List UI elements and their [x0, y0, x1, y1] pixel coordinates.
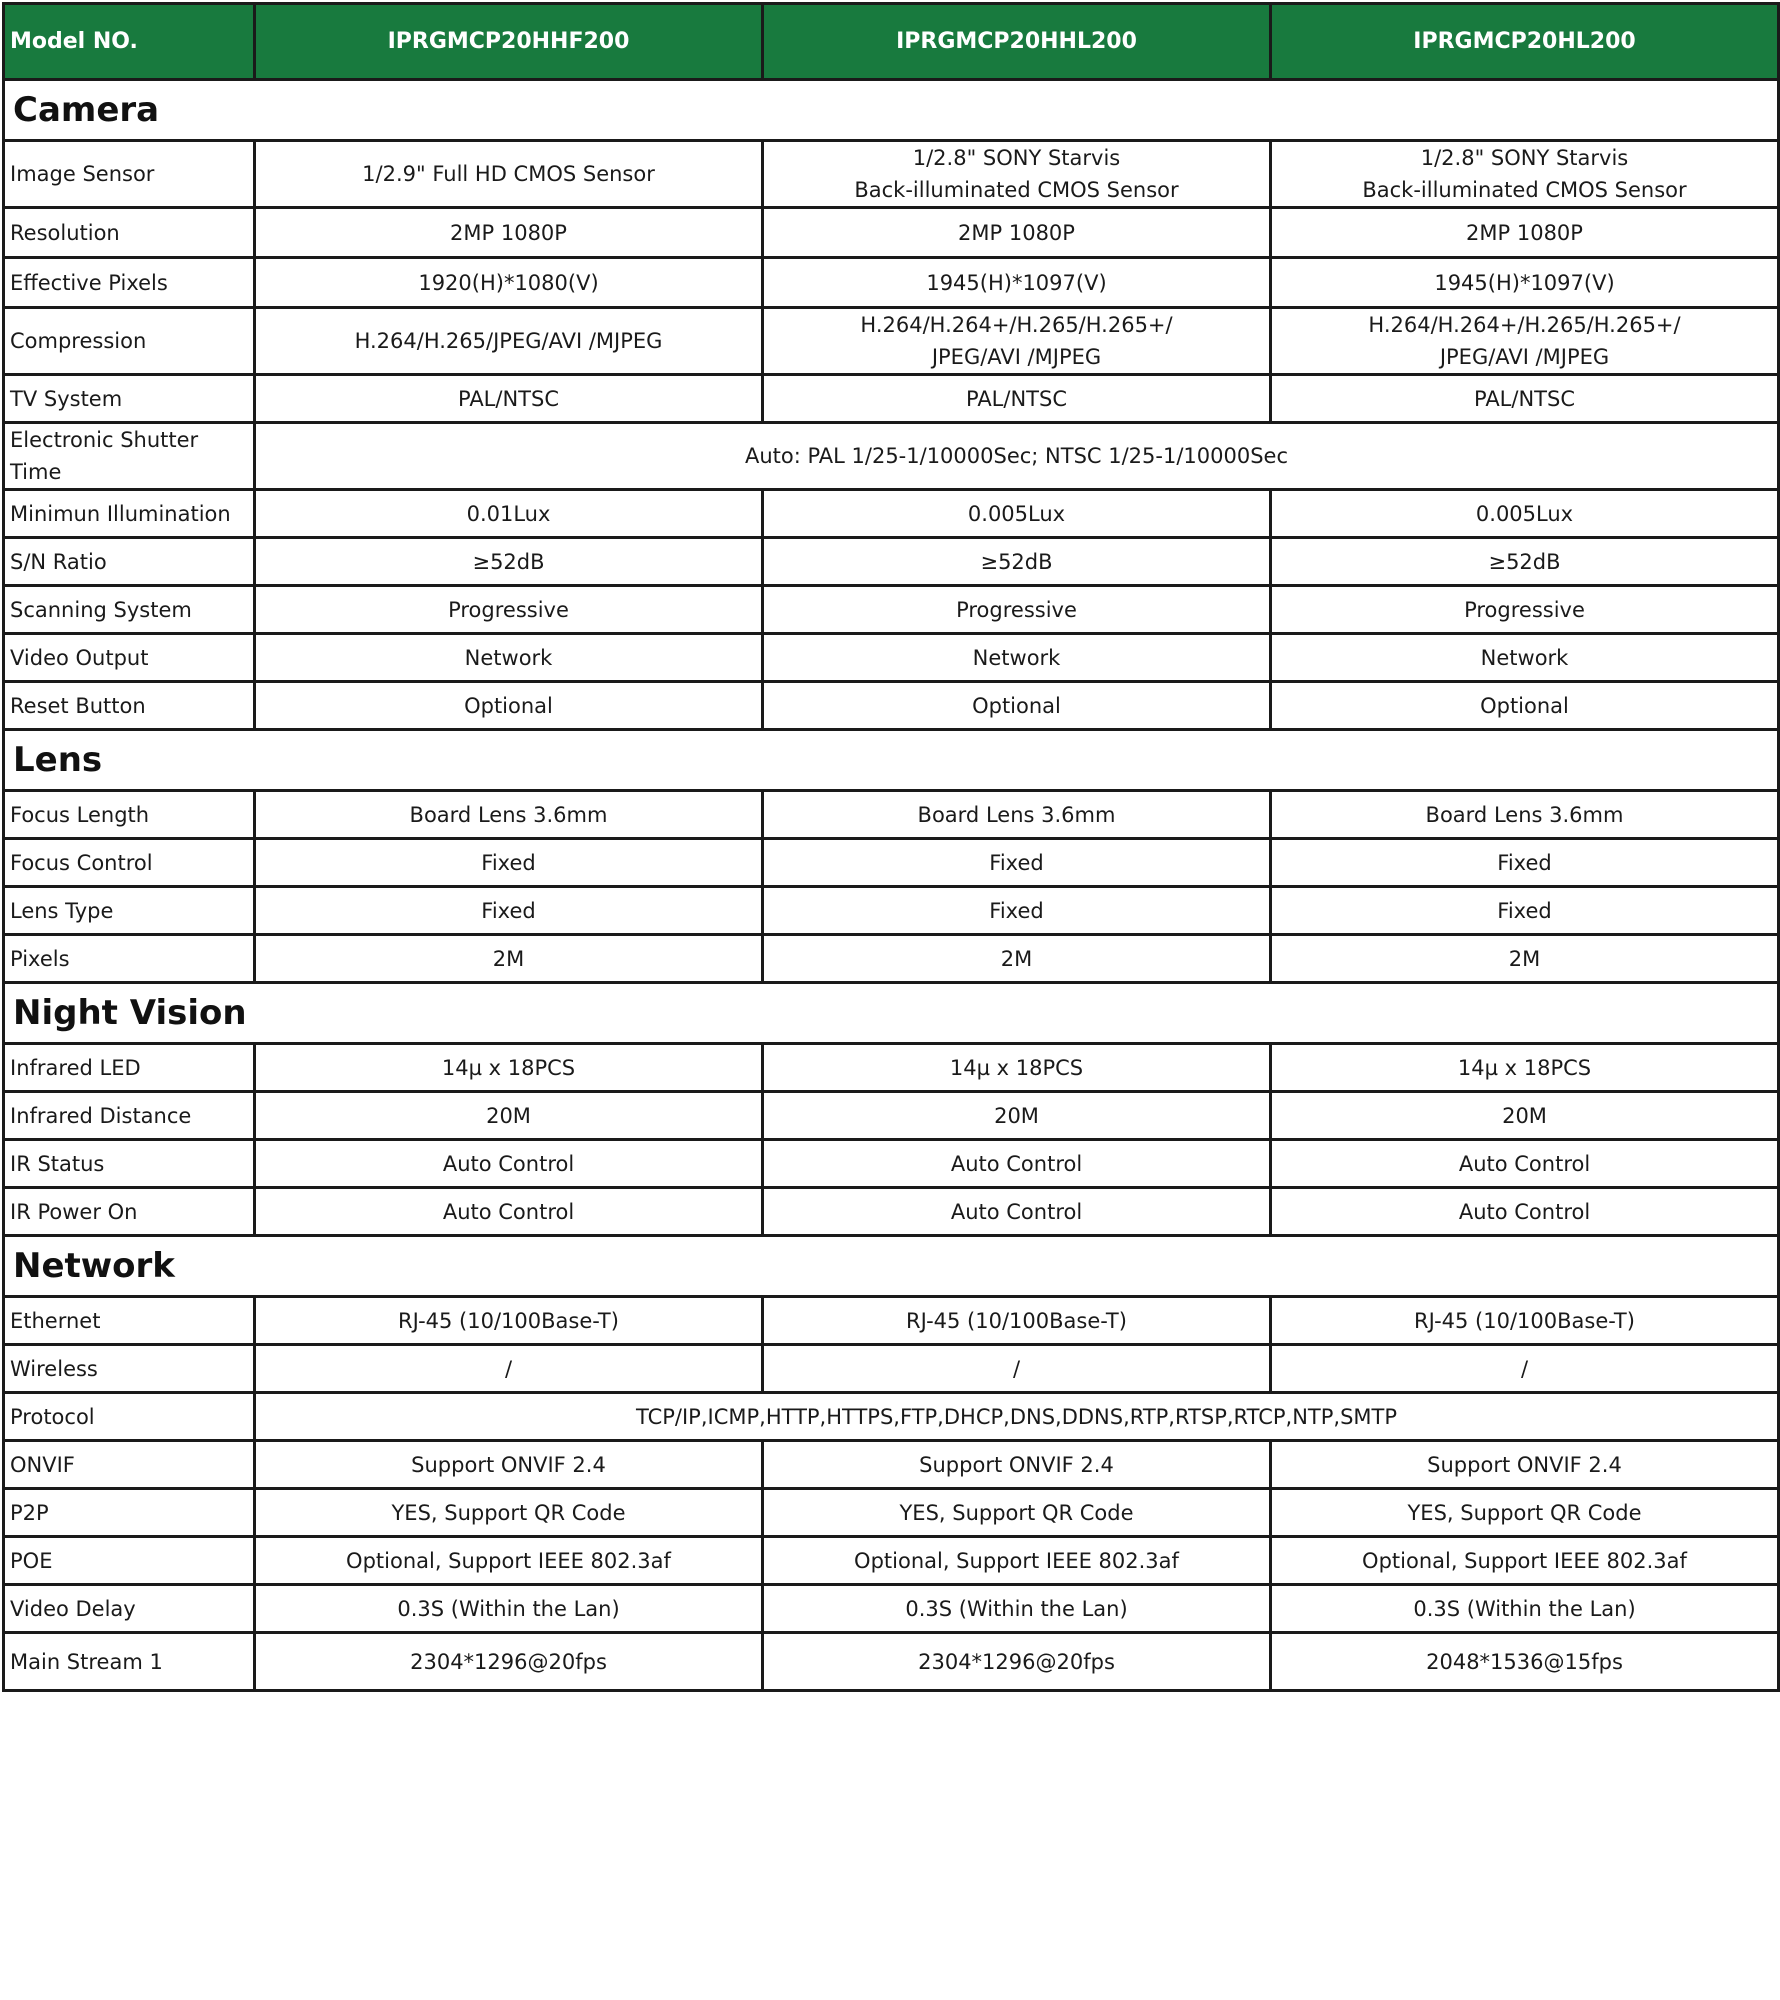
spec-row-p2p	[4, 1489, 1779, 1537]
spec-value	[1271, 1044, 1779, 1092]
spec-value	[763, 375, 1271, 423]
spec-row-minimun-illumination	[4, 490, 1779, 538]
spec-label: Image Sensor	[4, 141, 255, 208]
spec-label: Focus Control	[4, 839, 255, 887]
spec-value	[1271, 1297, 1779, 1345]
spec-row-effective-pixels	[4, 258, 1779, 308]
spec-value-line: 1/2.8" SONY Starvis	[912, 146, 1121, 170]
spec-value-line: 2MP 1080P	[958, 220, 1075, 245]
spec-table	[2, 2, 1780, 1692]
spec-row-ir-power-on	[4, 1188, 1779, 1236]
spec-value-line: /	[1012, 1356, 1021, 1381]
spec-label: Infrared Distance	[4, 1092, 255, 1140]
spec-value-line: Progressive	[1464, 597, 1585, 622]
model-no-label: Model NO.	[4, 4, 255, 80]
spec-value-line: 2304*1296@20fps	[918, 1649, 1115, 1674]
spec-row-main-stream-1	[4, 1633, 1779, 1691]
spec-value-line: H.264/H.264+/H.265/H.265+/	[1368, 313, 1681, 337]
spec-value	[255, 1537, 763, 1585]
spec-label: P2P	[4, 1489, 255, 1537]
spec-value	[255, 935, 763, 983]
spec-row-ir-status	[4, 1140, 1779, 1188]
spec-value	[255, 1140, 763, 1188]
spec-value	[1271, 1092, 1779, 1140]
spec-value-line: 0.005Lux	[967, 501, 1066, 526]
spec-value	[255, 1044, 763, 1092]
spec-value	[763, 586, 1271, 634]
model-name: IPRGMCP20HHL200	[763, 4, 1271, 80]
spec-value-line: 0.01Lux	[466, 501, 551, 526]
spec-value-line: PAL/NTSC	[458, 386, 559, 411]
spec-value	[763, 308, 1271, 375]
spec-value-line: Network	[972, 645, 1061, 670]
spec-label: Main Stream 1	[4, 1633, 255, 1691]
spec-value	[1271, 1188, 1779, 1236]
spec-value-line: YES, Support QR Code	[899, 1500, 1134, 1525]
spec-value-line: 2048*1536@15fps	[1426, 1649, 1623, 1674]
spec-value-line: JPEG/AVI /MJPEG	[1439, 345, 1610, 369]
spec-value-line: 0.3S (Within the Lan)	[1413, 1596, 1636, 1621]
spec-value-line: Fixed	[1497, 898, 1552, 923]
spec-value	[1271, 791, 1779, 839]
spec-value	[1271, 208, 1779, 258]
spec-value-line: Progressive	[956, 597, 1077, 622]
spec-value	[1271, 1489, 1779, 1537]
spec-value	[763, 1140, 1271, 1188]
spec-value-line: Fixed	[481, 898, 536, 923]
spec-value	[1271, 935, 1779, 983]
spec-label: Reset Button	[4, 682, 255, 730]
spec-value-line: 14µ x 18PCS	[1457, 1055, 1592, 1080]
spec-value	[763, 1489, 1271, 1537]
spec-row-infrared-distance	[4, 1092, 1779, 1140]
spec-value-line: 2M	[492, 946, 525, 971]
spec-value	[763, 791, 1271, 839]
spec-value-line: 1/2.9" Full HD CMOS Sensor	[362, 162, 655, 186]
spec-value-line: Fixed	[1497, 850, 1552, 875]
spec-value	[255, 490, 763, 538]
spec-value	[255, 208, 763, 258]
spec-value	[255, 1188, 763, 1236]
spec-value-line: ≥52dB	[1488, 549, 1561, 574]
spec-value	[255, 375, 763, 423]
spec-value-line: H.264/H.264+/H.265/H.265+/	[860, 313, 1173, 337]
spec-label: Electronic Shutter Time	[4, 423, 255, 490]
spec-value-line: Optional	[972, 693, 1061, 718]
spec-value	[1271, 1537, 1779, 1585]
section-title: Lens	[4, 730, 1779, 791]
spec-label: Video Delay	[4, 1585, 255, 1633]
spec-value-line: 1945(H)*1097(V)	[926, 270, 1107, 295]
spec-value	[1271, 1140, 1779, 1188]
spec-value	[255, 1489, 763, 1537]
section-title: Night Vision	[4, 983, 1779, 1044]
spec-value	[1271, 258, 1779, 308]
spec-value	[255, 839, 763, 887]
spec-value-line: 20M	[1502, 1103, 1547, 1128]
spec-value-line: Optional, Support IEEE 802.3af	[1362, 1548, 1687, 1573]
spec-value-line: Optional, Support IEEE 802.3af	[854, 1548, 1179, 1573]
spec-value-line: Support ONVIF 2.4	[919, 1452, 1114, 1477]
spec-value-line: 0.3S (Within the Lan)	[905, 1596, 1128, 1621]
spec-label: Infrared LED	[4, 1044, 255, 1092]
spec-value	[763, 208, 1271, 258]
spec-value	[255, 887, 763, 935]
spec-label: Protocol	[4, 1393, 255, 1441]
spec-value-line: RJ-45 (10/100Base-T)	[398, 1308, 619, 1333]
spec-row-pixels	[4, 935, 1779, 983]
spec-value	[763, 935, 1271, 983]
spec-row-lens-type	[4, 887, 1779, 935]
spec-value	[763, 1633, 1271, 1691]
spec-value-line: 1920(H)*1080(V)	[418, 270, 599, 295]
spec-value-merged: Auto: PAL 1/25-1/10000Sec; NTSC 1/25-1/10000Sec	[255, 423, 1779, 490]
spec-value-line: 2MP 1080P	[450, 220, 567, 245]
spec-row-compression	[4, 308, 1779, 375]
model-name: IPRGMCP20HHF200	[255, 4, 763, 80]
spec-value-line: Optional	[1480, 693, 1569, 718]
spec-value-line: Fixed	[481, 850, 536, 875]
section-network	[4, 1236, 1779, 1297]
spec-value	[1271, 1441, 1779, 1489]
spec-value-line: 20M	[994, 1103, 1039, 1128]
spec-value-line: 2MP 1080P	[1466, 220, 1583, 245]
spec-label: TV System	[4, 375, 255, 423]
spec-value	[763, 538, 1271, 586]
spec-value-line: 14µ x 18PCS	[949, 1055, 1084, 1080]
spec-value	[255, 538, 763, 586]
spec-value-line: Auto Control	[950, 1151, 1083, 1176]
spec-value	[763, 490, 1271, 538]
spec-label: Resolution	[4, 208, 255, 258]
spec-value	[1271, 1585, 1779, 1633]
spec-value-line: Auto Control	[1458, 1151, 1591, 1176]
spec-label: POE	[4, 1537, 255, 1585]
spec-label: Lens Type	[4, 887, 255, 935]
spec-value-line: Auto Control	[1458, 1199, 1591, 1224]
spec-row-onvif	[4, 1441, 1779, 1489]
spec-value	[763, 1297, 1271, 1345]
spec-value-line: 14µ x 18PCS	[441, 1055, 576, 1080]
spec-value	[255, 1092, 763, 1140]
spec-value-line: Back-illuminated CMOS Sensor	[854, 178, 1179, 202]
spec-label: Effective Pixels	[4, 258, 255, 308]
spec-value	[763, 258, 1271, 308]
spec-value	[763, 1044, 1271, 1092]
spec-label: Minimun Illumination	[4, 490, 255, 538]
spec-value	[763, 887, 1271, 935]
spec-row-video-delay	[4, 1585, 1779, 1633]
spec-value	[763, 1092, 1271, 1140]
spec-value	[763, 1585, 1271, 1633]
spec-value	[1271, 490, 1779, 538]
spec-value-line: Progressive	[448, 597, 569, 622]
spec-value-line: PAL/NTSC	[966, 386, 1067, 411]
spec-row-resolution	[4, 208, 1779, 258]
spec-value-line: Fixed	[989, 850, 1044, 875]
spec-value-line: 1945(H)*1097(V)	[1434, 270, 1615, 295]
spec-value	[1271, 682, 1779, 730]
spec-value-line: Optional	[464, 693, 553, 718]
spec-row-wireless	[4, 1345, 1779, 1393]
spec-value	[1271, 308, 1779, 375]
spec-value	[1271, 634, 1779, 682]
spec-row-focus-control	[4, 839, 1779, 887]
spec-label: S/N Ratio	[4, 538, 255, 586]
spec-value	[255, 308, 763, 375]
spec-value-line: ≥52dB	[980, 549, 1053, 574]
spec-value	[255, 1441, 763, 1489]
spec-row-focus-length	[4, 791, 1779, 839]
spec-value-line: 2304*1296@20fps	[410, 1649, 607, 1674]
spec-row-ethernet	[4, 1297, 1779, 1345]
section-lens	[4, 730, 1779, 791]
spec-value-line: Optional, Support IEEE 802.3af	[346, 1548, 671, 1573]
spec-value-line: Auto Control	[442, 1199, 575, 1224]
spec-value	[763, 1441, 1271, 1489]
spec-value-line: 1/2.8" SONY Starvis	[1420, 146, 1629, 170]
spec-row-reset-button	[4, 682, 1779, 730]
spec-row-s-n-ratio	[4, 538, 1779, 586]
spec-value-line: Board Lens 3.6mm	[409, 802, 608, 827]
spec-value	[255, 791, 763, 839]
spec-value	[763, 1188, 1271, 1236]
spec-value	[1271, 839, 1779, 887]
spec-row-poe	[4, 1537, 1779, 1585]
spec-value-line: H.264/H.265/JPEG/AVI /MJPEG	[354, 329, 663, 353]
section-title: Camera	[4, 80, 1779, 141]
spec-row-video-output	[4, 634, 1779, 682]
spec-value	[1271, 586, 1779, 634]
spec-value-merged: TCP/IP,ICMP,HTTP,HTTPS,FTP,DHCP,DNS,DDNS,RTP,RTSP,RTCP,NTP,SMTP	[255, 1393, 1779, 1441]
spec-value-line: RJ-45 (10/100Base-T)	[1414, 1308, 1635, 1333]
spec-value	[1271, 1633, 1779, 1691]
spec-value	[255, 1585, 763, 1633]
spec-value-line: Network	[1480, 645, 1569, 670]
spec-value-line: 20M	[486, 1103, 531, 1128]
section-camera	[4, 80, 1779, 141]
spec-value	[255, 586, 763, 634]
spec-value-line: 0.005Lux	[1475, 501, 1574, 526]
spec-value	[255, 1345, 763, 1393]
spec-value-line: /	[1520, 1356, 1529, 1381]
model-name: IPRGMCP20HL200	[1271, 4, 1779, 80]
spec-value	[763, 1345, 1271, 1393]
spec-value	[255, 141, 763, 208]
spec-value-line: /	[504, 1356, 513, 1381]
spec-value-line: JPEG/AVI /MJPEG	[931, 345, 1102, 369]
spec-value-line: Support ONVIF 2.4	[1427, 1452, 1622, 1477]
spec-value	[1271, 375, 1779, 423]
spec-value	[255, 1297, 763, 1345]
spec-value	[763, 839, 1271, 887]
spec-value-line: YES, Support QR Code	[1407, 1500, 1642, 1525]
spec-value	[255, 682, 763, 730]
spec-value-line: Network	[464, 645, 553, 670]
spec-value	[763, 634, 1271, 682]
spec-value-line: Support ONVIF 2.4	[411, 1452, 606, 1477]
spec-value	[255, 634, 763, 682]
spec-value	[255, 258, 763, 308]
spec-value	[763, 682, 1271, 730]
spec-value-line: YES, Support QR Code	[391, 1500, 626, 1525]
spec-label: ONVIF	[4, 1441, 255, 1489]
spec-value-line: RJ-45 (10/100Base-T)	[906, 1308, 1127, 1333]
spec-value	[1271, 1345, 1779, 1393]
spec-label: IR Power On	[4, 1188, 255, 1236]
spec-value	[255, 1633, 763, 1691]
spec-value	[1271, 141, 1779, 208]
spec-label: Ethernet	[4, 1297, 255, 1345]
spec-label: Focus Length	[4, 791, 255, 839]
spec-value-line: Fixed	[989, 898, 1044, 923]
spec-row-protocol	[4, 1393, 1779, 1441]
spec-value-line: 2M	[1508, 946, 1541, 971]
spec-value-line: Board Lens 3.6mm	[1425, 802, 1624, 827]
spec-row-tv-system	[4, 375, 1779, 423]
spec-label: Pixels	[4, 935, 255, 983]
spec-row-electronic-shutter-time	[4, 423, 1779, 490]
spec-label: Scanning System	[4, 586, 255, 634]
spec-table-body	[4, 4, 1779, 1691]
spec-value-line: Auto Control	[950, 1199, 1083, 1224]
spec-value	[1271, 538, 1779, 586]
spec-label: IR Status	[4, 1140, 255, 1188]
spec-value	[763, 141, 1271, 208]
spec-value-line: ≥52dB	[472, 549, 545, 574]
spec-value	[763, 1537, 1271, 1585]
spec-row-infrared-led	[4, 1044, 1779, 1092]
spec-value-line: 2M	[1000, 946, 1033, 971]
spec-label: Wireless	[4, 1345, 255, 1393]
spec-label: Compression	[4, 308, 255, 375]
spec-value-line: Back-illuminated CMOS Sensor	[1362, 178, 1687, 202]
spec-value-line: Auto Control	[442, 1151, 575, 1176]
spec-value	[1271, 887, 1779, 935]
section-title: Network	[4, 1236, 1779, 1297]
header-row	[4, 4, 1779, 80]
spec-value-line: 0.3S (Within the Lan)	[397, 1596, 620, 1621]
spec-row-scanning-system	[4, 586, 1779, 634]
spec-value-line: Board Lens 3.6mm	[917, 802, 1116, 827]
spec-row-image-sensor	[4, 141, 1779, 208]
section-night-vision	[4, 983, 1779, 1044]
spec-label: Video Output	[4, 634, 255, 682]
spec-value-line: PAL/NTSC	[1474, 386, 1575, 411]
